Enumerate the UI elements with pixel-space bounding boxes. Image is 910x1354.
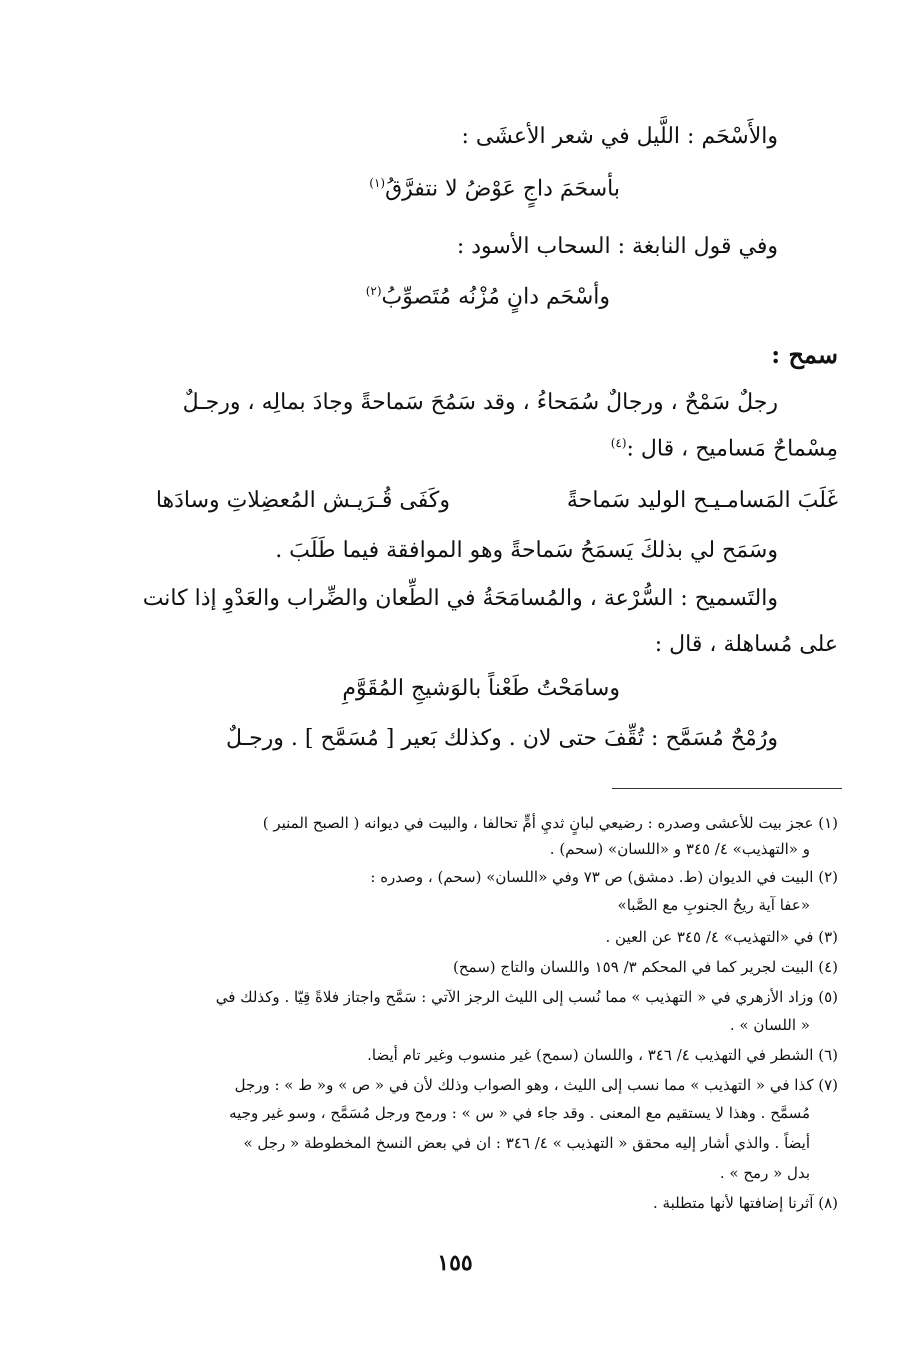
footnote-ref-4: (٤) [610,436,627,450]
footnote-line-10: (٧) كذا في « التهذيب » مما نسب إلى الليث ، وهو الصواب وذلك لأن في « ص » و« ط » : ورجل [234,1076,838,1094]
footnote-line-3: (٢) البيت في الديوان (ط. دمشق) ص ٧٣ وفي «اللسان» (سحم) ، وصدره : [370,868,838,886]
page-number: ١٥٥ [437,1250,473,1276]
text-line-1: والأَسْحَم : اللَّيل في شعر الأعشَى : [461,124,778,149]
text-line-3: رجلٌ سَمْحٌ ، ورجالٌ سُمَحاءُ ، وقد سَمُحَ سَماحةً وجادَ بمالِه ، ورجـلٌ [182,390,778,415]
footnote-line-13: بدل « رمح » . [719,1164,810,1182]
text-line-6: والتَسميح : السُّرْعة ، والمُسامَحَةُ في الطِّعان والضِّراب والعَدْوِ إذا كانت [142,586,778,611]
footnote-line-5: (٣) في «التهذيب» ٤/ ٣٤٥ عن العين . [605,928,838,946]
verse-line-2: وأسْحَم دانٍ مُزْنُه مُتَصوِّبُ$^{(٢)}$ [365,284,610,310]
footnote-line-14: (٨) آثرنا إضافتها لأنها متطلبة . [652,1194,838,1212]
text-line-2: وفي قول النابغة : السحاب الأسود : [456,234,778,259]
entry-heading: سمح : [771,340,838,369]
footnote-line-1: (١) عجز بيت للأعشى وصدره : رضيعي لبانٍ ثديِ أمٍّ تحالفا ، والبيت في ديوانه ( الصبح المنير ) [262,814,838,832]
text-line-4: مِسْماحٌ مَساميح ، قال :$^{(٤)}$ [610,436,838,462]
verse-line-3: وسامَحْتُ طَعْناً بالوَشيجِ المُقَوَّمِ [342,676,620,701]
verse-hemistich-right: غَلَبَ المَسامـيـح الوليد سَماحةً [566,488,838,513]
text-line-5: وسَمَح لي بذلكَ يَسمَحُ سَماحةً وهو الموافقة فيما طَلَبَ . [275,538,778,563]
footnote-line-12: أيضاً . والذي أشار إليه محقق « التهذيب » ٤/ ٣٤٦ : ان في بعض النسخ المخطوطة « رجل » [243,1134,810,1152]
text-line-8: ورُمْحٌ مُسَمَّح : تُقِّفَ حتى لان . وكذلك بَعير [ مُسَمَّح ] . ورجـلٌ [225,726,778,751]
footnote-ref-1: (١) [369,176,386,190]
footnote-line-6: (٤) البيت لجرير كما في المحكم ٣/ ١٥٩ واللسان والتاج (سمح) [453,958,838,976]
verse-line-1: بأسحَمَ داجٍ عَوْضُ لا نتفرَّقُ$^{(١)}$ [369,176,620,202]
footnote-separator [612,788,842,789]
text-line-7: على مُساهلة ، قال : [654,632,838,657]
footnote-line-7: (٥) وزاد الأزهري في « التهذيب » مما نُسب إلى الليث الرجز الآتي : سَمَّح واجتاز فلاةً قِيّا . وكذلك في [215,988,838,1006]
footnote-ref-2: (٢) [365,284,382,298]
footnote-line-8: « اللسان » . [729,1016,810,1034]
footnote-line-11: مُسمَّح . وهذا لا يستقيم مع المعنى . وقد جاء في « س » : ورمح ورجل مُسَمَّح ، وسو غير وجيه [229,1104,810,1122]
footnote-line-9: (٦) الشطر في التهذيب ٤/ ٣٤٦ ، واللسان (سمح) غير منسوب وغير تام أيضا. [367,1046,838,1064]
footnote-line-4: «عفا آية ريحُ الجنوبِ مع الصَّبا» [617,896,810,914]
verse-hemistich-left: وكَفَى قُـرَيـش المُعضِلاتِ وسادَها [155,488,450,513]
footnote-line-2: و «التهذيب» ٤/ ٣٤٥ و «اللسان» (سحم) . [549,840,810,858]
